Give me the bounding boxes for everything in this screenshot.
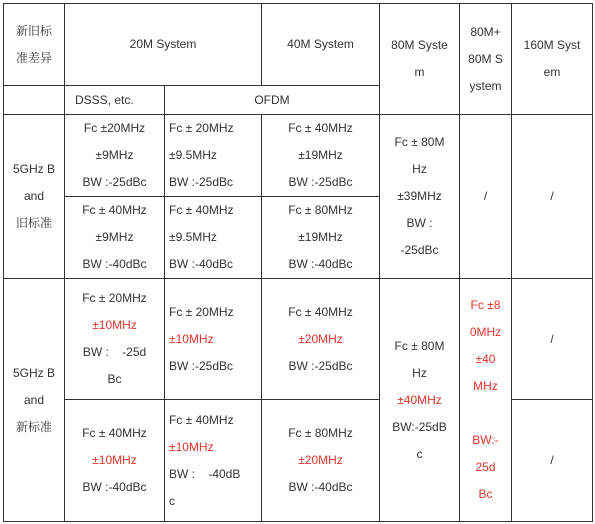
cell-line: Fc ± 40MHz (288, 304, 353, 319)
cell-line: ±19MHz (298, 230, 343, 244)
cell-line: ±9MHz (95, 230, 134, 244)
cell-line: BW :-40dBc (288, 257, 353, 271)
old-row2-ofdm40 (262, 197, 380, 279)
standard-diff-table (3, 3, 593, 522)
cell-line: Fc ± 80M (394, 338, 445, 353)
cell-line: Fc ±20MHz (83, 121, 146, 135)
cell-line: MHz (473, 379, 498, 393)
new-row2-160m-cell: / (512, 400, 593, 522)
old-row1-ofdm40 (262, 115, 380, 197)
old-80m-cell (380, 115, 460, 279)
cell-line: Fc ± 40MHz (82, 203, 147, 217)
header-dsss: DSSS, etc. (65, 86, 165, 115)
cell-line: BW :-40dBc (288, 480, 353, 494)
old-row2-dsss (65, 197, 165, 279)
cell-line: BW :-40dBc (82, 480, 147, 494)
cell-line: c (416, 446, 423, 461)
new-row1-dsss (65, 279, 165, 400)
cell-line: BW:- (472, 433, 499, 447)
cell-line: -25dBc (400, 243, 439, 257)
cell-line: BW :-40dBc (169, 257, 234, 271)
cell-line: ±10MHz (169, 439, 214, 454)
old-row1-ofdm20 (165, 115, 262, 197)
cell-line: em (543, 65, 561, 79)
cell-line: ±40MHz (397, 392, 442, 407)
cell-line: Fc ± 40MHz (288, 121, 353, 135)
header-20m-system: 20M System (65, 4, 262, 86)
new-row1-160m-cell: / (512, 279, 593, 400)
header-80m-80m-system (460, 4, 512, 115)
cell-line: BW : -40dB (169, 466, 241, 481)
new-row2-dsss (65, 400, 165, 522)
cell-line: Fc ±8 (470, 298, 501, 312)
header-empty (4, 86, 65, 115)
header-40m-system: 40M System (262, 4, 380, 86)
cell-line: ±39MHz (397, 189, 442, 203)
cell-line: ±9.5MHz (169, 230, 217, 244)
cell-line: m (414, 65, 425, 79)
cell-line: ±10MHz (92, 453, 137, 467)
old-80m-80m-cell: / (460, 115, 512, 279)
cell-line: BW :-25dBc (169, 358, 234, 373)
cell-line: 新旧标 (15, 23, 52, 38)
cell-line: BW:-25dB (392, 419, 447, 434)
cell-line: 0MHz (469, 325, 502, 339)
new-row2-ofdm20 (165, 400, 262, 522)
cell-line: ystem (469, 78, 502, 93)
old-160m-cell: / (512, 115, 593, 279)
cell-line: Fc ± 20MHz (169, 121, 234, 135)
cell-line: c (169, 493, 175, 508)
header-80m-system (380, 4, 460, 115)
cell-line: 新标准 (15, 419, 52, 434)
new-row1-ofdm20 (165, 279, 262, 400)
cell-line: Fc ± 80M (394, 135, 445, 149)
cell-line: ±20MHz (298, 453, 343, 467)
header-ofdm: OFDM (165, 86, 380, 115)
cell-line: ±10MHz (92, 318, 137, 332)
old-standard-label (4, 115, 65, 279)
cell-line: BW :-25dBc (288, 358, 353, 373)
cell-line: Fc ± 20MHz (82, 291, 147, 305)
cell-line: Hz (412, 365, 427, 380)
cell-line (460, 400, 511, 427)
cell-line: ±40 (475, 352, 496, 366)
cell-line: BW :-40dBc (82, 257, 147, 271)
cell-line: and (23, 392, 45, 407)
cell-line: Bc (107, 372, 122, 386)
cell-line: Fc ± 40MHz (169, 412, 234, 427)
new-80m-cell (380, 279, 460, 522)
cell-line: ±9.5MHz (169, 148, 217, 162)
cell-line: Fc ± 80MHz (288, 426, 353, 440)
cell-line: 旧标准 (15, 216, 52, 230)
cell-line: ±9MHz (95, 148, 134, 162)
cell-line: Fc ± 20MHz (169, 304, 234, 319)
cell-line: 160M Syst (523, 38, 581, 52)
cell-line: ±10MHz (169, 331, 214, 346)
cell-line: ±19MHz (298, 148, 343, 162)
cell-line: Fc ± 40MHz (169, 203, 234, 217)
new-row2-ofdm40 (262, 400, 380, 522)
cell-line: 80M S (468, 51, 503, 66)
cell-line: 5GHz B (12, 365, 55, 380)
cell-line: ±20MHz (298, 331, 343, 346)
cell-line: Hz (412, 162, 427, 176)
new-standard-label (4, 279, 65, 522)
header-corner (4, 4, 65, 86)
new-80m-80m-cell (460, 279, 512, 522)
cell-line: 准差异 (15, 50, 52, 65)
cell-line: Fc ± 80MHz (288, 203, 353, 217)
cell-line: Bc (478, 487, 493, 501)
header-160m-system (512, 4, 593, 115)
cell-line: BW :-25dBc (82, 175, 147, 189)
cell-line: BW : (406, 216, 433, 230)
cell-line: 80M+ (470, 24, 501, 39)
old-row1-dsss (65, 115, 165, 197)
new-row1-ofdm40 (262, 279, 380, 400)
cell-line: Fc ± 40MHz (82, 426, 147, 440)
cell-line: BW : -25d (82, 345, 147, 359)
old-row2-ofdm20 (165, 197, 262, 279)
cell-line: 5GHz B (12, 162, 55, 176)
cell-line: BW :-25dBc (169, 175, 234, 189)
cell-line: 80M Syste (391, 38, 448, 52)
cell-line: 25d (475, 460, 496, 474)
cell-line: BW :-25dBc (288, 175, 353, 189)
cell-line: and (23, 189, 45, 203)
